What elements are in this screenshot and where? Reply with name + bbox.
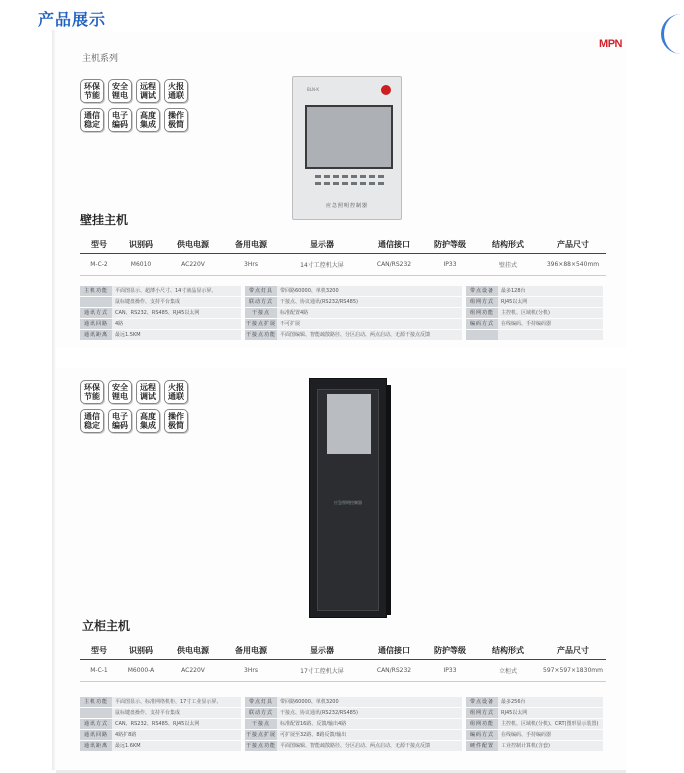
spec-cell: 17寸工控机大屏 — [280, 660, 364, 682]
rack-spec-table — [80, 642, 606, 682]
feature-value: 标准配置4路 — [277, 308, 462, 318]
rack-section-title: 立柜主机 — [82, 619, 131, 633]
spec-header: 供电电源 — [164, 642, 222, 660]
feature-badge: 电子 编码 — [108, 409, 132, 433]
device-label: 应急照明控制器 — [334, 500, 362, 505]
feature-badge: 安全 锂电 — [108, 79, 132, 103]
feature-row — [80, 308, 598, 318]
feature-label: 组网方式 — [466, 297, 498, 307]
feature-value: 干接点、协议通讯(RS232/RS485) — [277, 708, 462, 718]
spec-header: 显示器 — [280, 642, 364, 660]
spec-header: 结构形式 — [476, 642, 540, 660]
feature-value: 主控机、区域机(分机) — [498, 308, 603, 318]
feature-label: 通讯回路 — [80, 319, 112, 329]
feature-label: 干接点功能 — [245, 332, 276, 338]
spec-cell: M-C-2 — [80, 254, 118, 276]
feature-label — [466, 330, 498, 340]
spec-cell: M-C-1 — [80, 660, 118, 682]
feature-value: 带回路60000、单机3200 — [277, 697, 462, 707]
spec-header: 型号 — [80, 236, 118, 254]
feature-label: 带点灯具 — [245, 697, 277, 707]
wall-spec-table — [80, 236, 606, 276]
spec-header: 型号 — [80, 642, 118, 660]
spec-cell: 597×597×1830mm — [540, 660, 606, 682]
control-key — [324, 182, 330, 185]
feature-label: 干接点扩展 — [245, 732, 276, 738]
control-key — [360, 182, 366, 185]
page-title: 产品展示 — [38, 10, 107, 29]
feature-label: 干接点功能 — [245, 743, 276, 749]
feature-value: 不可扩展 — [277, 319, 462, 329]
feature-row — [80, 719, 598, 729]
feature-value: 鼠标键盘操作、支持平台集成 — [112, 708, 241, 718]
feature-value: 平面图编辑、智能疏散路径、分区启动、两点启动、无源干接点反馈 — [277, 330, 462, 340]
feature-value: 最多256台 — [498, 697, 603, 707]
feature-label: 干接点扩展 — [245, 321, 276, 327]
feature-badge: 环保 节能 — [80, 380, 104, 404]
feature-value: 4路 — [112, 319, 241, 329]
control-key — [351, 182, 357, 185]
feature-row — [80, 697, 598, 707]
control-key — [351, 175, 357, 178]
feature-value: 干接点、协议通讯(RS232/RS485) — [277, 297, 462, 307]
feature-badge: 通信 稳定 — [80, 108, 104, 132]
feature-row — [80, 297, 598, 307]
spec-header: 显示器 — [280, 236, 364, 254]
feature-badge: 高度 集成 — [136, 409, 160, 433]
feature-badge: 操作 极简 — [164, 409, 188, 433]
feature-value: 带回路60000、单机3200 — [277, 286, 462, 296]
feature-badge: 安全 锂电 — [108, 380, 132, 404]
spec-cell: 壁挂式 — [476, 254, 540, 276]
feature-label: 联动方式 — [245, 708, 277, 718]
spec-cell: IP33 — [424, 660, 476, 682]
feature-value: 最远1.6KM — [112, 741, 241, 751]
feature-value: 在线编码、手持编码器 — [498, 730, 603, 740]
feature-value: RJ45以太网 — [498, 708, 603, 718]
feature-row — [80, 319, 598, 329]
control-key — [369, 182, 375, 185]
spec-cell: 396×88×540mm — [540, 254, 606, 276]
feature-badge: 通信 稳定 — [80, 409, 104, 433]
feature-label: 主机功能 — [80, 286, 112, 296]
feature-value: 平面图编辑、智能疏散路径、分区启动、两点启动、无源干接点反馈 — [277, 741, 462, 751]
control-key — [333, 182, 339, 185]
spec-header: 识别码 — [118, 642, 164, 660]
feature-badge: 远程 调试 — [136, 380, 160, 404]
spec-cell: CAN/RS232 — [364, 254, 424, 276]
feature-label — [80, 708, 112, 718]
feature-badge: 高度 集成 — [136, 108, 160, 132]
control-key — [342, 182, 348, 185]
spec-cell: CAN/RS232 — [364, 660, 424, 682]
spec-cell: 3Hrs — [222, 254, 280, 276]
device-label: 应急照明控制器 — [325, 203, 368, 209]
spec-header: 通信接口 — [364, 642, 424, 660]
control-key — [315, 175, 321, 178]
feature-badge: 火报 通联 — [164, 79, 188, 103]
feature-value: 最多128台 — [498, 286, 603, 296]
feature-label: 干接点 — [245, 719, 277, 729]
feature-value: RJ45以太网 — [498, 297, 603, 307]
control-key — [324, 175, 330, 178]
feature-label: 联动方式 — [245, 297, 277, 307]
spec-cell: AC220V — [164, 254, 222, 276]
control-key — [333, 175, 339, 178]
cabinet-side — [386, 385, 391, 615]
feature-label: 组网功能 — [466, 308, 498, 318]
cabinet-glass-door — [317, 389, 379, 611]
feature-badge: 远程 调试 — [136, 79, 160, 103]
feature-badges-rack — [80, 380, 188, 433]
spec-header: 防护等级 — [424, 642, 476, 660]
rack-controller-image — [309, 378, 387, 618]
feature-label — [80, 297, 112, 307]
control-key — [315, 182, 321, 185]
device-screen — [305, 105, 393, 169]
feature-value: 4路扩8路 — [112, 730, 241, 740]
spec-header: 通信接口 — [364, 236, 424, 254]
feature-value: CAN、RS232、RS485、RJ45以太网 — [112, 308, 241, 318]
feature-value — [498, 330, 603, 340]
spec-header: 结构形式 — [476, 236, 540, 254]
feature-badge: 操作 极简 — [164, 108, 188, 132]
feature-label: 组网功能 — [466, 719, 498, 729]
feature-badge: 火报 通联 — [164, 380, 188, 404]
spec-header: 防护等级 — [424, 236, 476, 254]
feature-label: 编码方式 — [466, 730, 498, 740]
wall-controller-image — [292, 76, 402, 220]
spec-cell: 14寸工控机大屏 — [280, 254, 364, 276]
feature-value: 主控机、区域机(分机)、CRT(图形显示装置) — [498, 719, 603, 729]
feature-label: 干接点 — [245, 308, 277, 318]
feature-label: 带点设备 — [466, 286, 498, 296]
control-key — [360, 175, 366, 178]
device-model-mark: BLN-K — [307, 87, 320, 92]
rack-feature-table — [80, 697, 598, 752]
feature-badge: 环保 节能 — [80, 79, 104, 103]
feature-value: 工业控制计算机(含套) — [498, 741, 603, 751]
spec-cell: M6010 — [118, 254, 164, 276]
feature-label: 通讯方式 — [80, 719, 112, 729]
spec-header: 识别码 — [118, 236, 164, 254]
feature-value: CAN、RS232、RS485、RJ45以太网 — [112, 719, 241, 729]
spec-header: 产品尺寸 — [540, 236, 606, 254]
feature-value: 最远1.5KM — [112, 330, 241, 340]
feature-value: 鼠标键盘操作、支持平台集成 — [112, 297, 241, 307]
feature-label: 主机功能 — [80, 697, 112, 707]
series-label: 主机系列 — [82, 54, 119, 64]
spec-header: 备用电源 — [222, 236, 280, 254]
feature-value: 在线编码、手持编码器 — [498, 319, 603, 329]
control-key — [342, 175, 348, 178]
feature-label: 硬件配置 — [466, 741, 498, 751]
feature-label: 带点设备 — [466, 697, 498, 707]
control-key — [378, 175, 384, 178]
feature-row — [80, 730, 598, 740]
corner-decoration — [661, 14, 684, 54]
feature-badge: 电子 编码 — [108, 108, 132, 132]
feature-badges-wall — [80, 79, 188, 132]
spec-header: 产品尺寸 — [540, 642, 606, 660]
wall-feature-table — [80, 286, 598, 341]
feature-label: 通讯回路 — [80, 730, 112, 740]
feature-value: 平面图显示、超薄小尺寸、14寸液晶显示屏、 — [112, 286, 241, 296]
spec-header: 备用电源 — [222, 642, 280, 660]
spec-header: 供电电源 — [164, 236, 222, 254]
brand-logo: MPN — [599, 38, 622, 50]
feature-label: 通讯距离 — [80, 741, 112, 751]
spec-cell: 立柜式 — [476, 660, 540, 682]
spec-cell: M6000-A — [118, 660, 164, 682]
feature-value: 可扩展至32路、8路反馈/输出 — [277, 730, 462, 740]
feature-row — [80, 708, 598, 718]
brand-emblem-icon — [381, 85, 391, 95]
spec-cell: AC220V — [164, 660, 222, 682]
feature-label: 编码方式 — [466, 319, 498, 329]
feature-label: 通讯距离 — [80, 330, 112, 340]
control-key — [378, 182, 384, 185]
feature-value: 标准配置16路、反馈/输出4路 — [277, 719, 462, 729]
feature-row — [80, 330, 598, 340]
feature-label: 组网方式 — [466, 708, 498, 718]
control-key — [369, 175, 375, 178]
feature-label: 通讯方式 — [80, 308, 112, 318]
feature-row — [80, 286, 598, 296]
spec-cell: 3Hrs — [222, 660, 280, 682]
wall-section-title: 壁挂主机 — [80, 213, 129, 227]
feature-value: 平面图显示、标准网络机柜、17寸工业显示屏、 — [112, 697, 241, 707]
feature-row — [80, 741, 598, 751]
spec-cell: IP33 — [424, 254, 476, 276]
cabinet-control-panel — [327, 394, 371, 454]
feature-label: 带点灯具 — [245, 286, 277, 296]
